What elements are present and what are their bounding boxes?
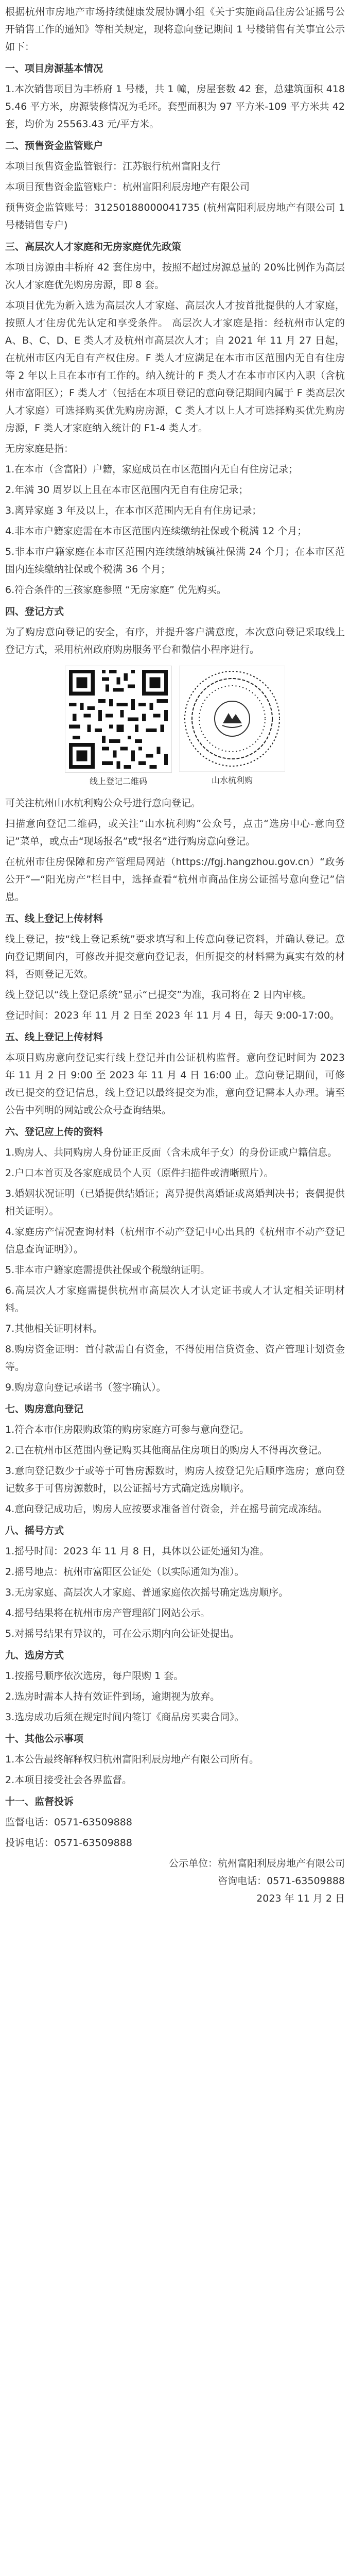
supervision-account-number: 预售资金监管账号：31250188000041735 (杭州富阳利辰房地产有限公司 1 号楼销售专户) xyxy=(5,202,345,231)
no-house-item: 2.年满 30 周岁以上且在本市区范围内无自有住房记录； xyxy=(5,484,249,496)
intro-paragraph: 根据杭州市房地产市场持续健康发展协调小组《关于实施商品住房公证摇号公开销售工作的通知》等相关规定，现将意向登记期间 1 号楼销售有关事宜公示如下： xyxy=(5,6,345,53)
official-account-qr-label: 山水杭利购 xyxy=(211,775,253,785)
material-item: 1.购房人、共同购房人身份证正反面（含未成年子女）的身份证或户籍信息。 xyxy=(5,1147,338,1158)
section-3-p1: 本项目房源由丰桥府 42 套住房中，按照不超过房源总量的 20%比例作为高层次人才家庭优先购房房源，即 8 套。 xyxy=(5,262,345,291)
section-5-p2: 线上登记以“线上登记系统”显示“已提交”为准，我司将在 2 日内审核。 xyxy=(5,989,312,1001)
section-7-p1: 1.符合本市住房限购政策的购房家庭方可参与意向登记。 xyxy=(5,1424,250,1435)
section-5b-heading: 五、线上登记上传材料 xyxy=(5,1031,103,1043)
section-3-heading: 三、高层次人才家庭和无房家庭优先政策 xyxy=(5,241,182,252)
section-7-p4: 4.意向登记成功后，购房人应按要求准备首付资金，并在摇号前完成冻结。 xyxy=(5,1503,328,1515)
section-7-p3: 3.意向登记数少于或等于可售房源数时，购房人按登记先后顺序选房；意向登记数多于可售房源数时，以公证摇号方式确定选房顺序。 xyxy=(5,1465,345,1494)
official-account-qr-block xyxy=(179,666,285,786)
supervision-phone: 监督电话：0571-63509888 xyxy=(5,1817,132,1828)
section-9-heading: 九、选房方式 xyxy=(5,1650,64,1661)
registration-qr-block xyxy=(65,666,172,787)
section-3-p2: 本项目优先为新入选为高层次人才家庭、高层次人才按首批提供的人才家庭，按照人才住房优先认定和享受条件。 高层次人才家庭是指：经杭州市认定的 A、B、C、D、E 类人才及杭州市高层次人才；自 2021 年 11 月 27 日起，在杭州市区内无自有产权住房。F 类人才应满足在本市市区范围内无自有住房等 2 年以上且在本市有工作的。纳入统计的 F 类人才在本市市区内入职（含杭州市富阳区）；F 类人才（包括在本项目登记的意向登记期间内属于 F 类高层次人才家庭）可选择购买优先购房房源，C 类人才以上人才可选择购买优先购房房源，F 类人才家庭纳入统计的 F1-4 类人才。 xyxy=(5,300,345,434)
registration-qr-code[interactable] xyxy=(65,666,172,773)
section-7-p2: 2.已在杭州市区范围内登记购买其他商品住房项目的购房人不得再次登记。 xyxy=(5,1445,328,1456)
section-7-heading: 七、购房意向登记 xyxy=(5,1403,84,1415)
section-1-heading: 一、项目房源基本情况 xyxy=(5,63,103,74)
section-1-text: 1.本次销售项目为丰桥府 1 号楼，共 1 幢，房屋套数 42 套，总建筑面积 4185.46 平方米，房源装修情况为毛坯。套型面积为 97 平方米-109 平方米共 42 套，均价为 25563.43 元/平方米。 xyxy=(5,83,345,130)
no-house-item: 6.符合条件的三孩家庭参照 “无房家庭” 优先购买。 xyxy=(5,584,226,596)
qr-code-row xyxy=(5,666,345,787)
footer-phone: 咨询电话：0571-63509888 xyxy=(218,1875,345,1887)
section-9-p2: 2.选房时需本人持有效证件到场，逾期视为放弃。 xyxy=(5,1691,220,1702)
section-4b-p2: 扫描意向登记二维码，或关注“山水杭利购”公众号，点击“选房中心-意向登记”菜单，或点击“现场报名”或“报名”进行购房意向登记。 xyxy=(5,818,345,847)
complaint-phone: 投诉电话：0571-63509888 xyxy=(5,1837,132,1849)
section-2-heading: 二、预售资金监管账户 xyxy=(5,140,103,151)
no-house-item: 3.离异家庭 3 年及以上，在本市区范围内无自有住房记录； xyxy=(5,505,262,516)
account-qr-icon xyxy=(179,666,285,772)
section-6-heading: 六、登记应上传的资料 xyxy=(5,1126,103,1138)
material-item: 4.家庭房产情况查询材料（杭州市不动产登记中心出具的《杭州市不动产登记信息查询证明》）。 xyxy=(5,1226,345,1255)
material-item: 9.购房意向登记承诺书（签字确认）。 xyxy=(5,1382,166,1393)
material-item: 8.购房资金证明：首付款需自有资金，不得使用信贷资金、资产管理计划资金等。 xyxy=(5,1344,345,1372)
material-item: 6.高层次人才家庭需提供杭州市高层次人才认定证书或人才认定相关证明材料。 xyxy=(5,1285,345,1314)
no-house-item: 4.非本市户籍家庭需在本市区范围内连续缴纳社保或个税满 12 个月； xyxy=(5,526,307,537)
no-house-item: 5.非本市户籍家庭在本市区范围内连续缴纳城镇社保满 24 个月；在本市区范围内连续缴纳社保或个税满 36 个月； xyxy=(5,546,345,575)
section-4b-p1: 可关注杭州山水杭利购公众号进行意向登记。 xyxy=(5,798,201,809)
section-11-heading: 十一、监督投诉 xyxy=(5,1796,74,1807)
section-5-p3: 登记时间：2023 年 11 月 2 日至 2023 年 11 月 4 日，每天 9:00-17:00。 xyxy=(5,1010,340,1021)
section-10-heading: 十、其他公示事项 xyxy=(5,1733,84,1744)
section-10-p2: 2.本项目接受社会各界监督。 xyxy=(5,1774,132,1786)
registration-qr-label: 线上登记二维码 xyxy=(89,776,147,786)
no-house-item: 1.在本市（含富阳）户籍，家庭成员在市区范围内无自有住房记录； xyxy=(5,464,299,475)
section-10-p1: 1.本公告最终解释权归杭州富阳利辰房地产有限公司所有。 xyxy=(5,1754,259,1765)
material-item: 7.其他相关证明材料。 xyxy=(5,1323,103,1334)
section-4b-p3: 在杭州市住房保障和房产管理局网站（https://fgj.hangzhou.gov.cn）“政务公开”—“阳光房产”栏目中，选择查看“杭州市商品住房公证摇号意向登记”信息。 xyxy=(5,856,345,903)
footer-company: 公示单位：杭州富阳利辰房地产有限公司 xyxy=(168,1858,345,1869)
supervision-bank: 本项目预售资金监管银行：江苏银行杭州富阳支行 xyxy=(5,161,221,172)
lottery-item: 2.摇号地点：杭州市富阳区公证处（以实际通知为准）。 xyxy=(5,1566,244,1578)
lottery-item: 4.摇号结果将在杭州市房产管理部门网站公示。 xyxy=(5,1607,211,1619)
supervision-account-name: 本项目预售资金监管账户：杭州富阳利辰房地产有限公司 xyxy=(5,181,250,193)
section-8-heading: 八、摇号方式 xyxy=(5,1525,64,1536)
material-item: 5.非本市户籍家庭需提供社保或个税缴纳证明。 xyxy=(5,1264,211,1276)
material-item: 2.户口本首页及各家庭成员个人页（原件扫描件或清晰照片）。 xyxy=(5,1167,274,1179)
footer-date: 2023 年 11 月 2 日 xyxy=(256,1893,345,1904)
official-account-qr-code[interactable] xyxy=(179,666,285,772)
section-9-p3: 3.选房成功后须在规定时间内签订《商品房买卖合同》。 xyxy=(5,1711,244,1723)
material-item: 3.婚姻状况证明（已婚提供结婚证；离异提供离婚证或离婚判决书；丧偶提供相关证明）。 xyxy=(5,1188,345,1217)
section-9-p1: 1.按摇号顺序依次选房，每户限购 1 套。 xyxy=(5,1670,184,1682)
section-5-heading: 五、线上登记上传材料 xyxy=(5,913,103,924)
section-3-p3: 无房家庭是指： xyxy=(5,443,74,454)
section-5b-p1: 本项目购房意向登记实行线上登记并由公证机构监督。意向登记时间为 2023 年 11 月 2 日 9:00 至 2023 年 11 月 4 日 16:00 止。意向登记期间，可修改已提交的登记信息，线上登记以最终提交为准，意向登记需本人办理。请至公告中列明的网站或公众号查询结果。 xyxy=(5,1052,345,1116)
section-5-p1: 线上登记，按“线上登记系统”要求填写和上传意向登记资料，并确认登记。意向登记期间内，可修改并提交意向登记表，但所提交的材料需为真实有效的材料，否则登记无效。 xyxy=(5,934,345,980)
section-4-p1: 为了购房意向登记的安全，有序，并提升客户满意度，本次意向登记采取线上登记方式，采用杭州政府购房服务平台和微信小程序进行。 xyxy=(5,626,345,655)
lottery-item: 5.对摇号结果有异议的，可在公示期内向公证处提出。 xyxy=(5,1628,240,1639)
lottery-item: 3.无房家庭、高层次人才家庭、普通家庭依次摇号确定选房顺序。 xyxy=(5,1587,289,1598)
section-4-heading: 四、登记方式 xyxy=(5,606,64,617)
lottery-item: 1.摇号时间：2023 年 11 月 8 日，具体以公证处通知为准。 xyxy=(5,1546,269,1557)
